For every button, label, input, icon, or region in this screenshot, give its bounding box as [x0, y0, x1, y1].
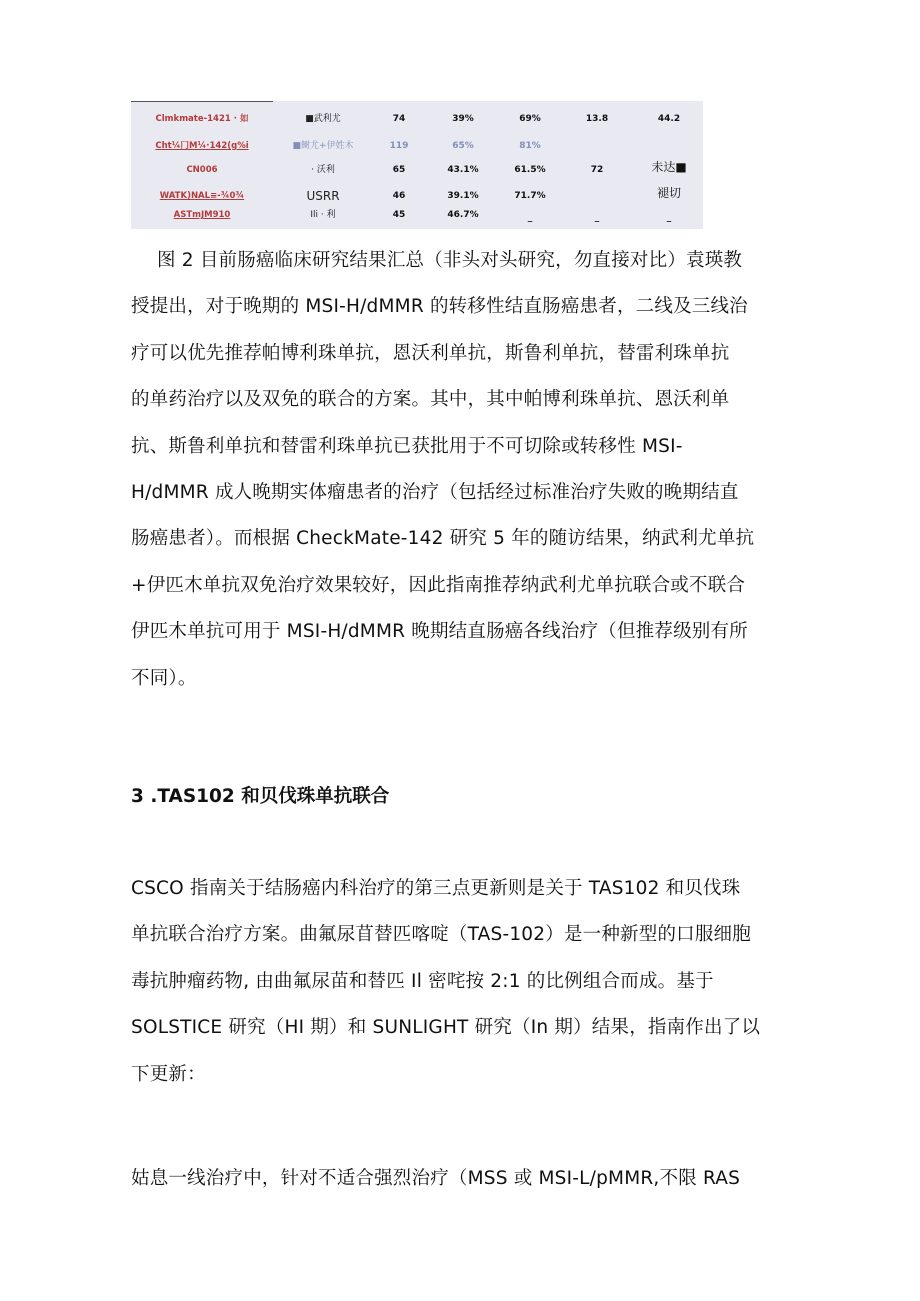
results-table	[131, 101, 703, 229]
mos-cell: 44.2	[657, 114, 681, 124]
text-line: 肠癌患者）。而根据 CheckMate-142 研究 5 年的随访结果，纳武利尤单抗	[131, 528, 755, 550]
mpfs-cell: 13.8	[585, 114, 609, 124]
dcr-cell: _	[527, 213, 533, 223]
text-line: 疗可以优先推荐帕博利珠单抗，恩沃利单抗，斯鲁利单抗，替雷利珠单抗	[131, 342, 730, 364]
text-line: 单抗联合治疗方案。曲氟尿苜替匹喀啶（TAS-102）是一种新型的口服细胞	[131, 924, 751, 946]
orr-cell: 43.1%	[447, 165, 479, 175]
text-line: 图 2 目前肠癌临床研究结果汇总（非头对头研究，勿直接对比）袁瑛教	[157, 250, 743, 271]
text-line: 抗、斯鲁利单抗和替雷利珠单抗已获批用于不可切除或转移性 MSI-	[131, 435, 683, 457]
study-cell: ASTmJM910	[173, 210, 231, 220]
orr-cell: 46.7%	[447, 210, 479, 220]
orr-cell: 39%	[452, 114, 474, 124]
text-line: SOLSTICE 研究（HI 期）和 SUNLIGHT 研究（In 期）结果，指南作出了以	[131, 1017, 761, 1039]
drug-cell: ■武利尤	[305, 114, 341, 124]
study-cell: WATK)NAL≡-¾0¾	[159, 191, 245, 201]
n-cell: 74	[392, 114, 406, 124]
table-row	[131, 108, 703, 130]
study-cell: CN006	[186, 165, 218, 175]
dcr-cell: 81%	[519, 141, 541, 151]
orr-cell: 39.1%	[447, 191, 479, 201]
text-line: 不同）。	[131, 667, 197, 689]
paragraph-tas102	[131, 866, 791, 1098]
text-line: 伊匹木单抗可用于 MSI-H/dMMR 晚期结直肠癌各线治疗（但推荐级别有所	[131, 621, 748, 643]
mos-cell: 未达■	[651, 160, 687, 174]
study-cell: Clmkmate-1421 · 如	[155, 114, 249, 124]
text-line: 毒抗肿瘤药物, 由曲氟尿苗和替匹 Il 密咤按 2:1 的比例组合而成。基于	[131, 970, 714, 992]
text-line: 授提出，对于晚期的 MSI-H/dMMR 的转移性结直肠癌患者，二线及三线治	[131, 296, 748, 318]
table-row	[131, 159, 703, 181]
dcr-cell: 61.5%	[514, 165, 546, 175]
mos-cell: _	[666, 213, 672, 223]
paragraph-figure-caption	[131, 238, 791, 702]
drug-cell: · 沃利	[311, 165, 335, 175]
dcr-cell: 69%	[519, 114, 541, 124]
dcr-cell: 71.7%	[514, 191, 546, 201]
text-line: 姑息一线治疗中，针对不适合强烈治疗（MSS 或 MSI-L/pMMR,不限 RAS	[131, 1168, 741, 1189]
orr-cell: 65%	[452, 141, 474, 151]
text-line: H/dMMR 成人晚期实体瘤患者的治疗（包括经过标准治疗失败的晚期结直	[131, 482, 739, 504]
table-top-rule	[131, 101, 273, 102]
section-heading: 3 .TAS102 和贝伐珠单抗联合	[131, 786, 390, 807]
paragraph-first-line-treatment	[131, 1156, 791, 1202]
table-row	[131, 135, 703, 157]
drug-cell: ■鲥尤+伊姓木	[292, 141, 354, 151]
text-line: 下更新：	[131, 1063, 206, 1085]
n-cell: 46	[392, 191, 406, 201]
text-line: CSCO 指南关于结肠癌内科治疗的第三点更新则是关于 TAS102 和贝伐珠	[131, 878, 741, 899]
mos-cell: 褪切	[656, 186, 681, 200]
study-cell: Cht¼冂M¼·142(g%i	[155, 141, 249, 151]
mpfs-cell: _	[594, 213, 600, 223]
table-row	[131, 204, 703, 226]
n-cell: 65	[392, 165, 406, 175]
text-line: +伊匹木单抗双免治疗效果较好，因此指南推荐纳武利尤单抗联合或不联合	[131, 574, 746, 596]
n-cell: 119	[389, 141, 409, 151]
text-line: 的单药治疗以及双免的联合的方案。其中，其中帕博利珠单抗、恩沃利单	[131, 389, 730, 411]
drug-cell: Ili · 利	[310, 210, 336, 220]
n-cell: 45	[392, 210, 406, 220]
drug-cell: USRR	[306, 189, 340, 203]
mpfs-cell: 72	[590, 165, 604, 175]
